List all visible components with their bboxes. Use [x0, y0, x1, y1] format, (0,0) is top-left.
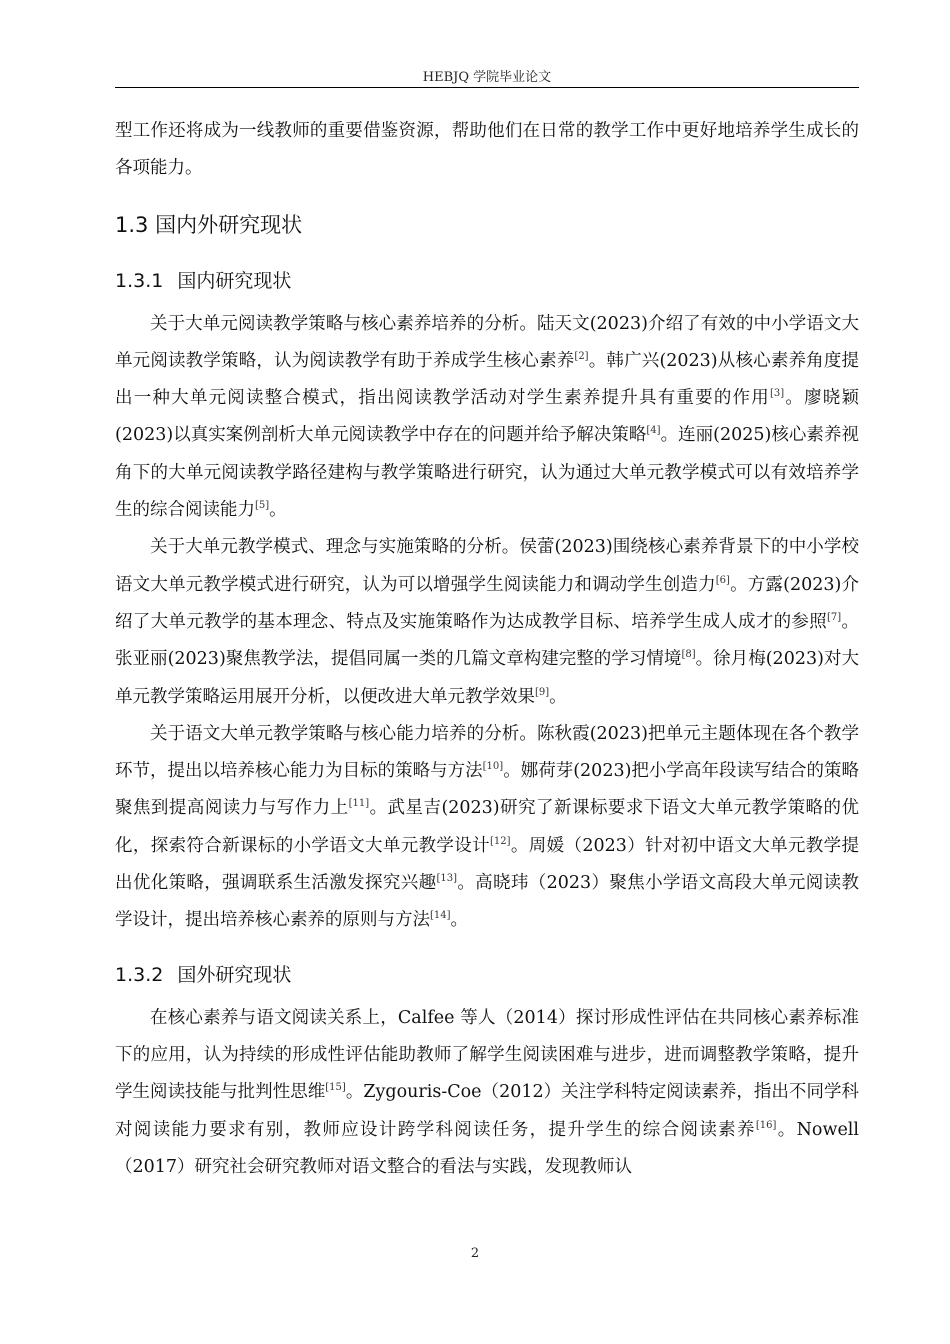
paragraph-text: 。周媛（2023）针对初中语文大单元教学提出优化策略，强调联系生活激发探究兴趣 [115, 835, 859, 894]
intro-paragraph: 型工作还将成为一线教师的重要借鉴资源，帮助他们在日常的教学工作中更好地培养学生成长的各项能力。 [115, 121, 859, 179]
citation-marker: [12] [490, 835, 511, 847]
header-rule [115, 87, 859, 88]
citation-marker: [3] [769, 388, 785, 400]
paragraph-text: 。张亚丽(2023)聚焦教学法，提倡同属一类的几篇文章构建完整的学习情境 [115, 611, 860, 670]
paragraph-text: 在核心素养与语文阅读关系上，Calfee 等人（2014）探讨形成性评估在共同核心素养标准下的应用，认为持续的形成性评估能助教师了解学生阅读困难与进步，进而调整教学策略，提升学生阅读技能与批判性思维 [115, 1007, 859, 1103]
body-paragraph [115, 529, 859, 715]
paragraph-text: 。徐月梅(2023)对大单元教学策略运用展开分析，以便改进大单元教学效果 [115, 649, 859, 707]
paragraph-text: 。Nowell（2017）研究社会研究教师对语文整合的看法与实践，发现教师认 [115, 1119, 859, 1177]
citation-marker: [4] [646, 425, 661, 437]
citation-marker: [11] [348, 798, 370, 810]
paragraph-text: 。武星吉(2023)研究了新课标要求下语文大单元教学策略的优化，探索符合新课标的小学语文大单元教学设计 [115, 798, 859, 856]
subsection-title: 国内研究现状 [177, 269, 292, 292]
citation-marker: [10] [482, 761, 504, 773]
paragraph-text: 。 [450, 910, 469, 931]
paragraph-text: 。廖晓颖(2023)以真实案例剖析大单元阅读教学中存在的问题并给予解决策略 [115, 388, 860, 446]
subsection-number: 1.3.1 [115, 269, 164, 292]
citation-marker: [8] [681, 649, 696, 661]
subsection-heading-1-3-2 [115, 958, 859, 992]
domestic-research-body [115, 306, 859, 940]
running-header: HEBJQ 学院毕业论文 [422, 70, 552, 85]
citation-marker: [13] [436, 873, 457, 885]
citation-marker: [16] [755, 1119, 777, 1131]
paragraph-text: 关于大单元教学模式、理念与实施策略的分析。侯蕾(2023)围绕核心素养背景下的中小学校语文大单元教学模式进行研究，认为可以增强学生阅读能力和调动学生创造力 [115, 537, 859, 595]
subsection-title: 国外研究现状 [177, 963, 292, 986]
citation-marker: [2] [574, 350, 589, 362]
citation-marker: [7] [827, 611, 842, 623]
section-number: 1.3 [115, 212, 149, 237]
section-heading-1-3 [115, 204, 859, 246]
paragraph-text: 。高晓玮（2023）聚焦小学语文高段大单元阅读教学设计，提出培养核心素养的原则与方法 [115, 873, 859, 931]
paragraph-text: 。 [549, 686, 567, 707]
subsection-number: 1.3.2 [115, 963, 164, 986]
body-paragraph [115, 306, 859, 530]
section-title: 国内外研究现状 [155, 212, 303, 237]
paragraph-text: 。方露(2023)介绍了大单元教学的基本理念、特点及实施策略作为达成教学目标、培养学生成人成才的参照 [115, 574, 859, 632]
citation-marker: [15] [325, 1082, 346, 1094]
page-number: 2 [470, 1246, 480, 1261]
paragraph-text: 。连丽(2025)核心素养视角下的大单元阅读教学路径建构与教学策略进行研究，认为通过大单元教学模式可以有效培养学生的综合阅读能力 [115, 425, 859, 521]
citation-marker: [14] [430, 910, 451, 922]
citation-marker: [5] [255, 500, 270, 512]
body-paragraph [115, 1000, 859, 1186]
paragraph-text: 。Zygouris-Coe（2012）关注学科特定阅读素养，指出不同学科对阅读能力要求有别，教师应设计跨学科阅读任务，提升学生的综合阅读素养 [115, 1082, 860, 1140]
foreign-research-body [115, 1000, 859, 1186]
paragraph-text: 。 [269, 500, 287, 521]
paragraph-text: 。娜荷芽(2023)把小学高年段读写结合的策略聚焦到提高阅读力与写作力上 [115, 761, 859, 819]
body-paragraph [115, 716, 859, 940]
citation-marker: [6] [715, 574, 730, 586]
citation-marker: [9] [535, 686, 550, 698]
subsection-heading-1-3-1 [115, 264, 859, 298]
page-body [115, 113, 859, 1186]
paragraph-text: 。韩广兴(2023)从核心素养角度提出一种大单元阅读整合模式，指出阅读教学活动对学生素养提升具有重要的作用 [115, 350, 859, 409]
paragraph-text: 关于语文大单元教学策略与核心能力培养的分析。陈秋霞(2023)把单元主题体现在各个教学环节，提出以培养核心能力为目标的策略与方法 [115, 723, 859, 782]
paragraph-text: 关于大单元阅读教学策略与核心素养培养的分析。陆天文(2023)介绍了有效的中小学语文大单元阅读教学策略，认为阅读教学有助于养成学生核心素养 [115, 313, 859, 371]
